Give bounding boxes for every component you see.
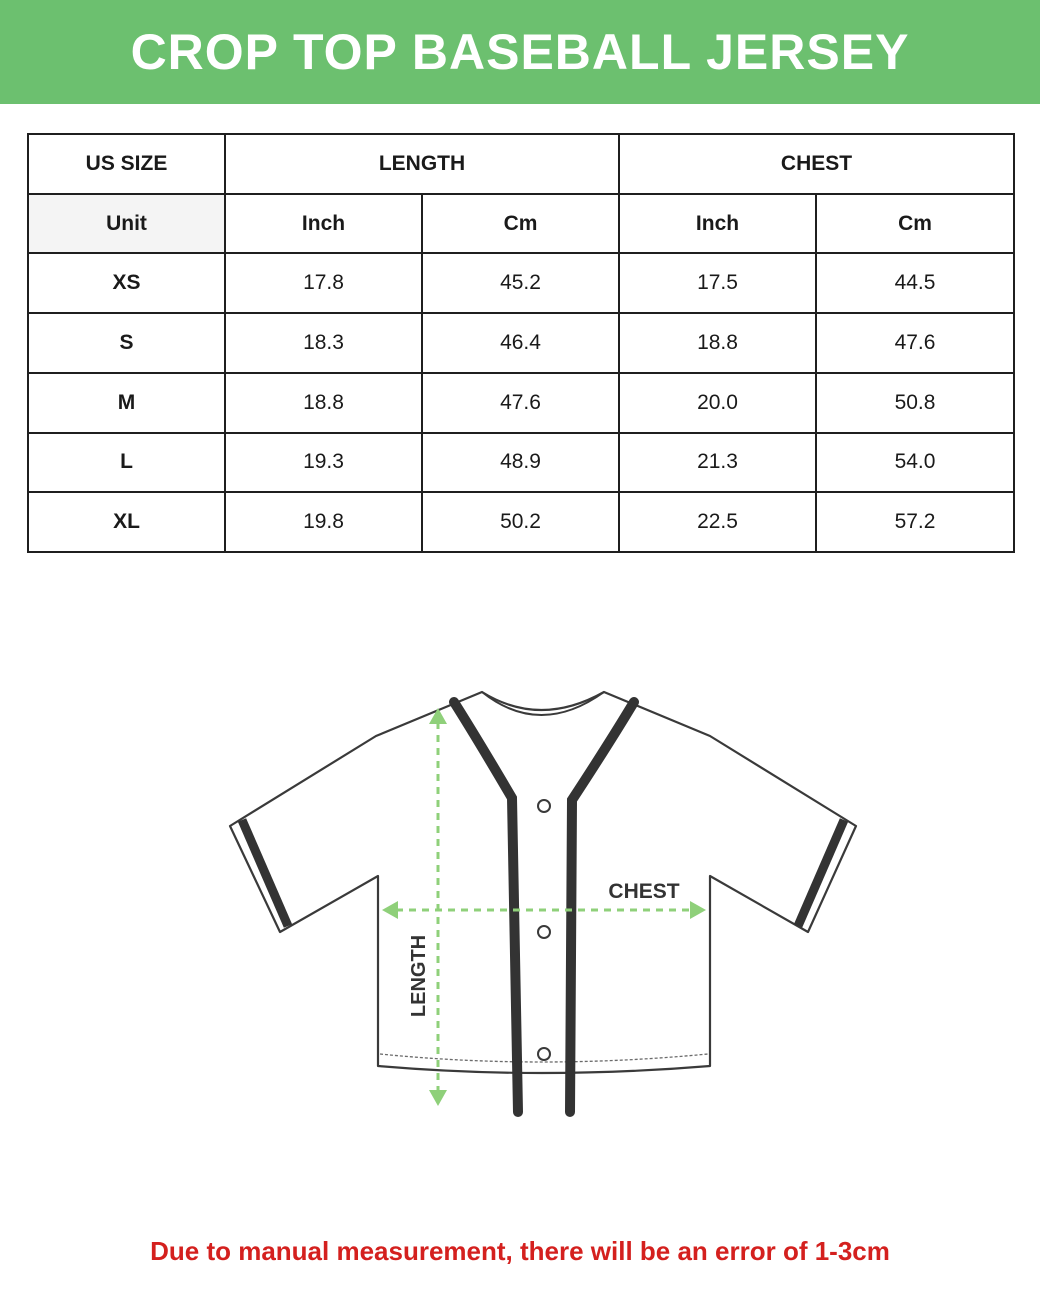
- chest-cm-cell: 44.5: [816, 253, 1014, 313]
- table-row: [28, 253, 1014, 313]
- length-cm-cell: 50.2: [422, 492, 619, 552]
- unit-label: Unit: [28, 194, 225, 254]
- unit-length-cm: Cm: [422, 194, 619, 254]
- chest-cm-cell: 57.2: [816, 492, 1014, 552]
- table-row: [28, 373, 1014, 433]
- header-us-size: US SIZE: [28, 134, 225, 194]
- length-label: LENGTH: [408, 934, 430, 1018]
- chest-inch-cell: 21.3: [619, 433, 816, 493]
- table-row: [28, 313, 1014, 373]
- chest-inch-cell: 18.8: [619, 313, 816, 373]
- size-chart-table: [27, 133, 1015, 553]
- button: [538, 800, 550, 812]
- chest-label: CHEST: [608, 880, 680, 903]
- length-inch-cell: 18.3: [225, 313, 422, 373]
- button: [538, 1048, 550, 1060]
- jersey-diagram: [220, 680, 870, 1120]
- button: [538, 926, 550, 938]
- title-banner: [0, 0, 1040, 104]
- page-title: CROP TOP BASEBALL JERSEY: [130, 24, 910, 80]
- chest-inch-cell: 20.0: [619, 373, 816, 433]
- length-cm-cell: 48.9: [422, 433, 619, 493]
- table-row: [28, 492, 1014, 552]
- header-length: LENGTH: [225, 134, 619, 194]
- length-arrow-bottom-head: [429, 1090, 447, 1106]
- length-cm-cell: 46.4: [422, 313, 619, 373]
- size-cell: L: [28, 433, 225, 493]
- header-chest: CHEST: [619, 134, 1014, 194]
- header-row: [28, 134, 1014, 194]
- measurement-note: Due to manual measurement, there will be an error of 1-3cm: [150, 1236, 890, 1266]
- chest-inch-cell: 17.5: [619, 253, 816, 313]
- jersey-outline: [230, 692, 856, 1073]
- length-cm-cell: 45.2: [422, 253, 619, 313]
- table-row: [28, 433, 1014, 493]
- size-cell: XL: [28, 492, 225, 552]
- length-cm-cell: 47.6: [422, 373, 619, 433]
- unit-row: [28, 194, 1014, 254]
- chest-cm-cell: 50.8: [816, 373, 1014, 433]
- chest-inch-cell: 22.5: [619, 492, 816, 552]
- unit-chest-cm: Cm: [816, 194, 1014, 254]
- unit-chest-inch: Inch: [619, 194, 816, 254]
- length-inch-cell: 18.8: [225, 373, 422, 433]
- size-cell: XS: [28, 253, 225, 313]
- length-inch-cell: 17.8: [225, 253, 422, 313]
- size-cell: M: [28, 373, 225, 433]
- length-inch-cell: 19.3: [225, 433, 422, 493]
- size-cell: S: [28, 313, 225, 373]
- length-inch-cell: 19.8: [225, 492, 422, 552]
- chest-cm-cell: 54.0: [816, 433, 1014, 493]
- unit-length-inch: Inch: [225, 194, 422, 254]
- chest-cm-cell: 47.6: [816, 313, 1014, 373]
